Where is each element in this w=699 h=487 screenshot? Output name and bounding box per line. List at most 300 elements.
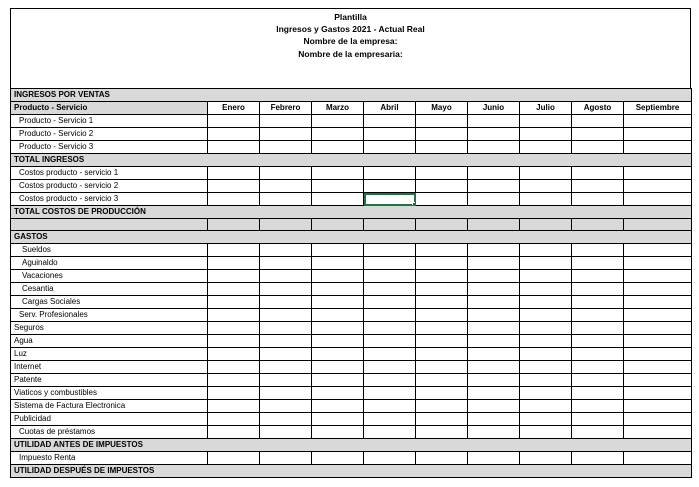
data-cell[interactable]: [312, 296, 364, 309]
data-cell[interactable]: [416, 180, 468, 193]
row-label[interactable]: Luz: [11, 348, 208, 361]
band-cell[interactable]: [208, 154, 260, 167]
row-label[interactable]: Vacaciones: [11, 270, 208, 283]
data-cell[interactable]: [468, 219, 520, 231]
data-cell[interactable]: [416, 387, 468, 400]
data-cell[interactable]: [364, 361, 416, 374]
band-cell[interactable]: [624, 206, 692, 219]
data-cell[interactable]: [520, 400, 572, 413]
data-cell[interactable]: [208, 128, 260, 141]
band-cell[interactable]: [312, 154, 364, 167]
data-cell[interactable]: [208, 270, 260, 283]
data-cell[interactable]: [624, 322, 692, 335]
data-cell[interactable]: [624, 374, 692, 387]
data-cell[interactable]: [520, 348, 572, 361]
data-cell[interactable]: [572, 413, 624, 426]
band-cell[interactable]: [624, 154, 692, 167]
data-cell[interactable]: [208, 361, 260, 374]
data-cell[interactable]: [624, 400, 692, 413]
data-cell[interactable]: [208, 219, 260, 231]
band-cell[interactable]: [416, 89, 468, 102]
data-cell[interactable]: [572, 361, 624, 374]
data-cell[interactable]: [520, 128, 572, 141]
data-cell[interactable]: [364, 257, 416, 270]
row-label[interactable]: Viaticos y combustibles: [11, 387, 208, 400]
row-label[interactable]: Producto - Servicio 3: [11, 141, 208, 154]
band-cell[interactable]: [312, 465, 364, 478]
data-cell[interactable]: [572, 128, 624, 141]
band-cell[interactable]: [572, 231, 624, 244]
band-cell[interactable]: [312, 439, 364, 452]
data-cell[interactable]: [468, 348, 520, 361]
data-cell[interactable]: [624, 270, 692, 283]
row-label[interactable]: Cesantia: [11, 283, 208, 296]
data-cell[interactable]: [260, 322, 312, 335]
data-cell[interactable]: [416, 361, 468, 374]
data-cell[interactable]: [364, 348, 416, 361]
data-cell[interactable]: [416, 167, 468, 180]
data-cell[interactable]: [416, 128, 468, 141]
data-cell[interactable]: [208, 322, 260, 335]
data-cell[interactable]: [208, 180, 260, 193]
data-cell[interactable]: [260, 452, 312, 465]
data-cell[interactable]: [520, 335, 572, 348]
data-cell[interactable]: [572, 374, 624, 387]
data-cell[interactable]: [312, 283, 364, 296]
band-cell[interactable]: [416, 154, 468, 167]
data-cell[interactable]: [312, 361, 364, 374]
data-cell[interactable]: [312, 141, 364, 154]
data-cell[interactable]: [520, 115, 572, 128]
data-cell[interactable]: [208, 374, 260, 387]
data-cell[interactable]: [624, 141, 692, 154]
data-cell[interactable]: [312, 270, 364, 283]
data-cell[interactable]: [468, 452, 520, 465]
data-cell[interactable]: [572, 296, 624, 309]
column-header-product[interactable]: Producto - Servicio: [11, 102, 208, 115]
data-cell[interactable]: [624, 296, 692, 309]
data-cell[interactable]: [208, 296, 260, 309]
data-cell[interactable]: [416, 257, 468, 270]
data-cell[interactable]: [624, 115, 692, 128]
row-label[interactable]: Cargas Sociales: [11, 296, 208, 309]
column-header-month[interactable]: Mayo: [416, 102, 468, 115]
band-cell[interactable]: [260, 465, 312, 478]
band-cell[interactable]: [312, 206, 364, 219]
band-cell[interactable]: [468, 89, 520, 102]
band-cell[interactable]: [416, 231, 468, 244]
data-cell[interactable]: [364, 115, 416, 128]
data-cell[interactable]: [520, 167, 572, 180]
data-cell[interactable]: [364, 426, 416, 439]
data-cell[interactable]: [312, 413, 364, 426]
row-label[interactable]: Patente: [11, 374, 208, 387]
data-cell[interactable]: [416, 452, 468, 465]
band-cell[interactable]: [468, 465, 520, 478]
data-cell[interactable]: [572, 426, 624, 439]
data-cell[interactable]: [572, 283, 624, 296]
data-cell[interactable]: [312, 128, 364, 141]
row-label[interactable]: Seguros: [11, 322, 208, 335]
data-cell[interactable]: [624, 167, 692, 180]
column-header-month[interactable]: Febrero: [260, 102, 312, 115]
column-header-month[interactable]: Enero: [208, 102, 260, 115]
band-cell[interactable]: [572, 89, 624, 102]
data-cell[interactable]: [624, 426, 692, 439]
data-cell[interactable]: [364, 219, 416, 231]
data-cell[interactable]: [520, 413, 572, 426]
data-cell[interactable]: [520, 309, 572, 322]
band-cell[interactable]: [260, 89, 312, 102]
data-cell[interactable]: [312, 322, 364, 335]
data-cell[interactable]: [468, 167, 520, 180]
row-label[interactable]: UTILIDAD ANTES DE IMPUESTOS: [11, 439, 208, 452]
data-cell[interactable]: [364, 296, 416, 309]
data-cell[interactable]: [468, 374, 520, 387]
data-cell[interactable]: [468, 426, 520, 439]
data-cell[interactable]: [520, 452, 572, 465]
row-label[interactable]: Producto - Servicio 2: [11, 128, 208, 141]
data-cell[interactable]: [468, 413, 520, 426]
row-label[interactable]: GASTOS: [11, 231, 208, 244]
band-cell[interactable]: [208, 89, 260, 102]
data-cell[interactable]: [208, 413, 260, 426]
data-cell[interactable]: [572, 180, 624, 193]
data-cell[interactable]: [416, 348, 468, 361]
data-cell[interactable]: [468, 257, 520, 270]
band-cell[interactable]: [364, 465, 416, 478]
data-cell[interactable]: [364, 283, 416, 296]
data-cell[interactable]: [572, 244, 624, 257]
data-cell[interactable]: [260, 128, 312, 141]
data-cell[interactable]: [208, 309, 260, 322]
data-cell[interactable]: [260, 283, 312, 296]
data-cell[interactable]: [520, 180, 572, 193]
band-cell[interactable]: [624, 89, 692, 102]
data-cell[interactable]: [312, 335, 364, 348]
data-cell[interactable]: [208, 257, 260, 270]
data-cell[interactable]: [208, 452, 260, 465]
data-cell[interactable]: [416, 270, 468, 283]
data-cell[interactable]: [260, 115, 312, 128]
band-cell[interactable]: [572, 439, 624, 452]
band-cell[interactable]: [364, 439, 416, 452]
band-cell[interactable]: [364, 231, 416, 244]
data-cell[interactable]: [208, 193, 260, 206]
data-cell[interactable]: [468, 270, 520, 283]
data-cell[interactable]: [572, 400, 624, 413]
data-cell[interactable]: [520, 426, 572, 439]
data-cell[interactable]: [312, 219, 364, 231]
band-cell[interactable]: [260, 206, 312, 219]
data-cell[interactable]: [260, 374, 312, 387]
row-label[interactable]: TOTAL COSTOS DE PRODUCCIÓN: [11, 206, 208, 219]
column-header-month[interactable]: Marzo: [312, 102, 364, 115]
data-cell[interactable]: [208, 167, 260, 180]
band-cell[interactable]: [624, 231, 692, 244]
data-cell[interactable]: [624, 128, 692, 141]
data-cell[interactable]: [312, 387, 364, 400]
data-cell[interactable]: [416, 335, 468, 348]
data-cell[interactable]: [520, 257, 572, 270]
data-cell[interactable]: [624, 219, 692, 231]
data-cell[interactable]: [364, 322, 416, 335]
column-header-month[interactable]: Junio: [468, 102, 520, 115]
row-label[interactable]: Publicidad: [11, 413, 208, 426]
data-cell[interactable]: [572, 115, 624, 128]
data-cell[interactable]: [624, 283, 692, 296]
band-cell[interactable]: [260, 154, 312, 167]
data-cell[interactable]: [520, 141, 572, 154]
data-cell[interactable]: [208, 348, 260, 361]
data-cell[interactable]: [260, 180, 312, 193]
row-label[interactable]: [11, 219, 208, 231]
row-label[interactable]: Aguinaldo: [11, 257, 208, 270]
data-cell[interactable]: [468, 296, 520, 309]
data-cell[interactable]: [624, 244, 692, 257]
data-cell[interactable]: [468, 322, 520, 335]
data-cell[interactable]: [572, 348, 624, 361]
data-cell[interactable]: [312, 374, 364, 387]
data-cell[interactable]: [364, 167, 416, 180]
band-cell[interactable]: [572, 154, 624, 167]
data-cell[interactable]: [312, 193, 364, 206]
row-label[interactable]: Sistema de Factura Electronica: [11, 400, 208, 413]
data-cell[interactable]: [312, 244, 364, 257]
selected-cell[interactable]: [364, 193, 416, 206]
data-cell[interactable]: [416, 322, 468, 335]
band-cell[interactable]: [416, 206, 468, 219]
data-cell[interactable]: [260, 167, 312, 180]
band-cell[interactable]: [520, 439, 572, 452]
band-cell[interactable]: [208, 439, 260, 452]
data-cell[interactable]: [520, 283, 572, 296]
data-cell[interactable]: [260, 413, 312, 426]
data-cell[interactable]: [416, 309, 468, 322]
data-cell[interactable]: [572, 219, 624, 231]
data-cell[interactable]: [468, 180, 520, 193]
data-cell[interactable]: [416, 374, 468, 387]
band-cell[interactable]: [208, 465, 260, 478]
data-cell[interactable]: [572, 257, 624, 270]
data-cell[interactable]: [416, 426, 468, 439]
data-cell[interactable]: [468, 387, 520, 400]
data-cell[interactable]: [624, 387, 692, 400]
band-cell[interactable]: [208, 231, 260, 244]
data-cell[interactable]: [520, 322, 572, 335]
data-cell[interactable]: [572, 141, 624, 154]
data-cell[interactable]: [416, 244, 468, 257]
data-cell[interactable]: [312, 257, 364, 270]
data-cell[interactable]: [312, 180, 364, 193]
data-cell[interactable]: [260, 348, 312, 361]
data-cell[interactable]: [468, 244, 520, 257]
data-cell[interactable]: [312, 167, 364, 180]
data-cell[interactable]: [416, 219, 468, 231]
row-label[interactable]: Impuesto Renta: [11, 452, 208, 465]
band-cell[interactable]: [520, 154, 572, 167]
row-label[interactable]: Costos producto - servicio 3: [11, 193, 208, 206]
band-cell[interactable]: [520, 89, 572, 102]
band-cell[interactable]: [520, 465, 572, 478]
column-header-month[interactable]: Agosto: [572, 102, 624, 115]
row-label[interactable]: Costos producto - servicio 2: [11, 180, 208, 193]
data-cell[interactable]: [364, 387, 416, 400]
row-label[interactable]: Producto - Servicio 1: [11, 115, 208, 128]
data-cell[interactable]: [260, 270, 312, 283]
band-cell[interactable]: [520, 231, 572, 244]
data-cell[interactable]: [260, 141, 312, 154]
data-cell[interactable]: [208, 244, 260, 257]
data-cell[interactable]: [208, 141, 260, 154]
data-cell[interactable]: [416, 413, 468, 426]
data-cell[interactable]: [208, 335, 260, 348]
data-cell[interactable]: [260, 219, 312, 231]
data-cell[interactable]: [468, 283, 520, 296]
data-cell[interactable]: [572, 270, 624, 283]
data-cell[interactable]: [260, 193, 312, 206]
data-cell[interactable]: [572, 167, 624, 180]
band-cell[interactable]: [520, 206, 572, 219]
band-cell[interactable]: [572, 465, 624, 478]
band-cell[interactable]: [364, 206, 416, 219]
data-cell[interactable]: [520, 374, 572, 387]
data-cell[interactable]: [260, 296, 312, 309]
row-label[interactable]: Serv. Profesionales: [11, 309, 208, 322]
data-cell[interactable]: [208, 387, 260, 400]
data-cell[interactable]: [624, 335, 692, 348]
band-cell[interactable]: [312, 231, 364, 244]
data-cell[interactable]: [624, 413, 692, 426]
data-cell[interactable]: [572, 193, 624, 206]
data-cell[interactable]: [572, 322, 624, 335]
data-cell[interactable]: [312, 348, 364, 361]
data-cell[interactable]: [260, 361, 312, 374]
data-cell[interactable]: [468, 141, 520, 154]
data-cell[interactable]: [312, 115, 364, 128]
data-cell[interactable]: [364, 270, 416, 283]
data-cell[interactable]: [312, 400, 364, 413]
data-cell[interactable]: [364, 374, 416, 387]
band-cell[interactable]: [364, 154, 416, 167]
band-cell[interactable]: [364, 89, 416, 102]
data-cell[interactable]: [260, 257, 312, 270]
band-cell[interactable]: [260, 439, 312, 452]
data-cell[interactable]: [260, 426, 312, 439]
band-cell[interactable]: [468, 439, 520, 452]
data-cell[interactable]: [364, 244, 416, 257]
data-cell[interactable]: [624, 361, 692, 374]
data-cell[interactable]: [416, 193, 468, 206]
data-cell[interactable]: [572, 309, 624, 322]
data-cell[interactable]: [416, 115, 468, 128]
band-cell[interactable]: [572, 206, 624, 219]
band-cell[interactable]: [416, 465, 468, 478]
data-cell[interactable]: [468, 193, 520, 206]
data-cell[interactable]: [468, 335, 520, 348]
band-cell[interactable]: [312, 89, 364, 102]
data-cell[interactable]: [260, 400, 312, 413]
row-label[interactable]: TOTAL INGRESOS: [11, 154, 208, 167]
data-cell[interactable]: [572, 452, 624, 465]
column-header-month[interactable]: Julio: [520, 102, 572, 115]
data-cell[interactable]: [416, 283, 468, 296]
data-cell[interactable]: [520, 387, 572, 400]
data-cell[interactable]: [416, 400, 468, 413]
data-cell[interactable]: [520, 244, 572, 257]
data-cell[interactable]: [624, 257, 692, 270]
band-cell[interactable]: [260, 231, 312, 244]
row-label[interactable]: Agua: [11, 335, 208, 348]
data-cell[interactable]: [520, 219, 572, 231]
data-cell[interactable]: [416, 141, 468, 154]
data-cell[interactable]: [468, 128, 520, 141]
column-header-month[interactable]: Abril: [364, 102, 416, 115]
data-cell[interactable]: [520, 270, 572, 283]
row-label[interactable]: UTILIDAD DESPUÉS DE IMPUESTOS: [11, 465, 208, 478]
data-cell[interactable]: [208, 283, 260, 296]
band-cell[interactable]: [624, 439, 692, 452]
data-cell[interactable]: [572, 387, 624, 400]
band-cell[interactable]: [468, 231, 520, 244]
data-cell[interactable]: [364, 141, 416, 154]
data-cell[interactable]: [208, 426, 260, 439]
band-cell[interactable]: [624, 465, 692, 478]
data-cell[interactable]: [312, 309, 364, 322]
row-label[interactable]: Sueldos: [11, 244, 208, 257]
data-cell[interactable]: [468, 361, 520, 374]
data-cell[interactable]: [208, 400, 260, 413]
data-cell[interactable]: [364, 128, 416, 141]
data-cell[interactable]: [520, 193, 572, 206]
data-cell[interactable]: [572, 335, 624, 348]
data-cell[interactable]: [520, 296, 572, 309]
data-cell[interactable]: [260, 335, 312, 348]
data-cell[interactable]: [520, 361, 572, 374]
data-cell[interactable]: [624, 452, 692, 465]
data-cell[interactable]: [260, 387, 312, 400]
data-cell[interactable]: [364, 180, 416, 193]
data-cell[interactable]: [364, 413, 416, 426]
data-cell[interactable]: [624, 309, 692, 322]
column-header-month[interactable]: Septiembre: [624, 102, 692, 115]
row-label[interactable]: INGRESOS POR VENTAS: [11, 89, 208, 102]
data-cell[interactable]: [624, 348, 692, 361]
band-cell[interactable]: [208, 206, 260, 219]
band-cell[interactable]: [468, 206, 520, 219]
data-cell[interactable]: [364, 400, 416, 413]
data-cell[interactable]: [364, 309, 416, 322]
data-cell[interactable]: [260, 309, 312, 322]
data-cell[interactable]: [468, 115, 520, 128]
data-cell[interactable]: [364, 335, 416, 348]
row-label[interactable]: Internet: [11, 361, 208, 374]
data-cell[interactable]: [260, 244, 312, 257]
data-cell[interactable]: [312, 452, 364, 465]
data-cell[interactable]: [416, 296, 468, 309]
data-cell[interactable]: [364, 452, 416, 465]
row-label[interactable]: Costos producto - servicio 1: [11, 167, 208, 180]
data-cell[interactable]: [468, 309, 520, 322]
data-cell[interactable]: [312, 426, 364, 439]
data-cell[interactable]: [624, 180, 692, 193]
band-cell[interactable]: [468, 154, 520, 167]
data-cell[interactable]: [468, 400, 520, 413]
band-cell[interactable]: [416, 439, 468, 452]
data-cell[interactable]: [624, 193, 692, 206]
row-label[interactable]: Cuotas de préstamos: [11, 426, 208, 439]
data-cell[interactable]: [208, 115, 260, 128]
